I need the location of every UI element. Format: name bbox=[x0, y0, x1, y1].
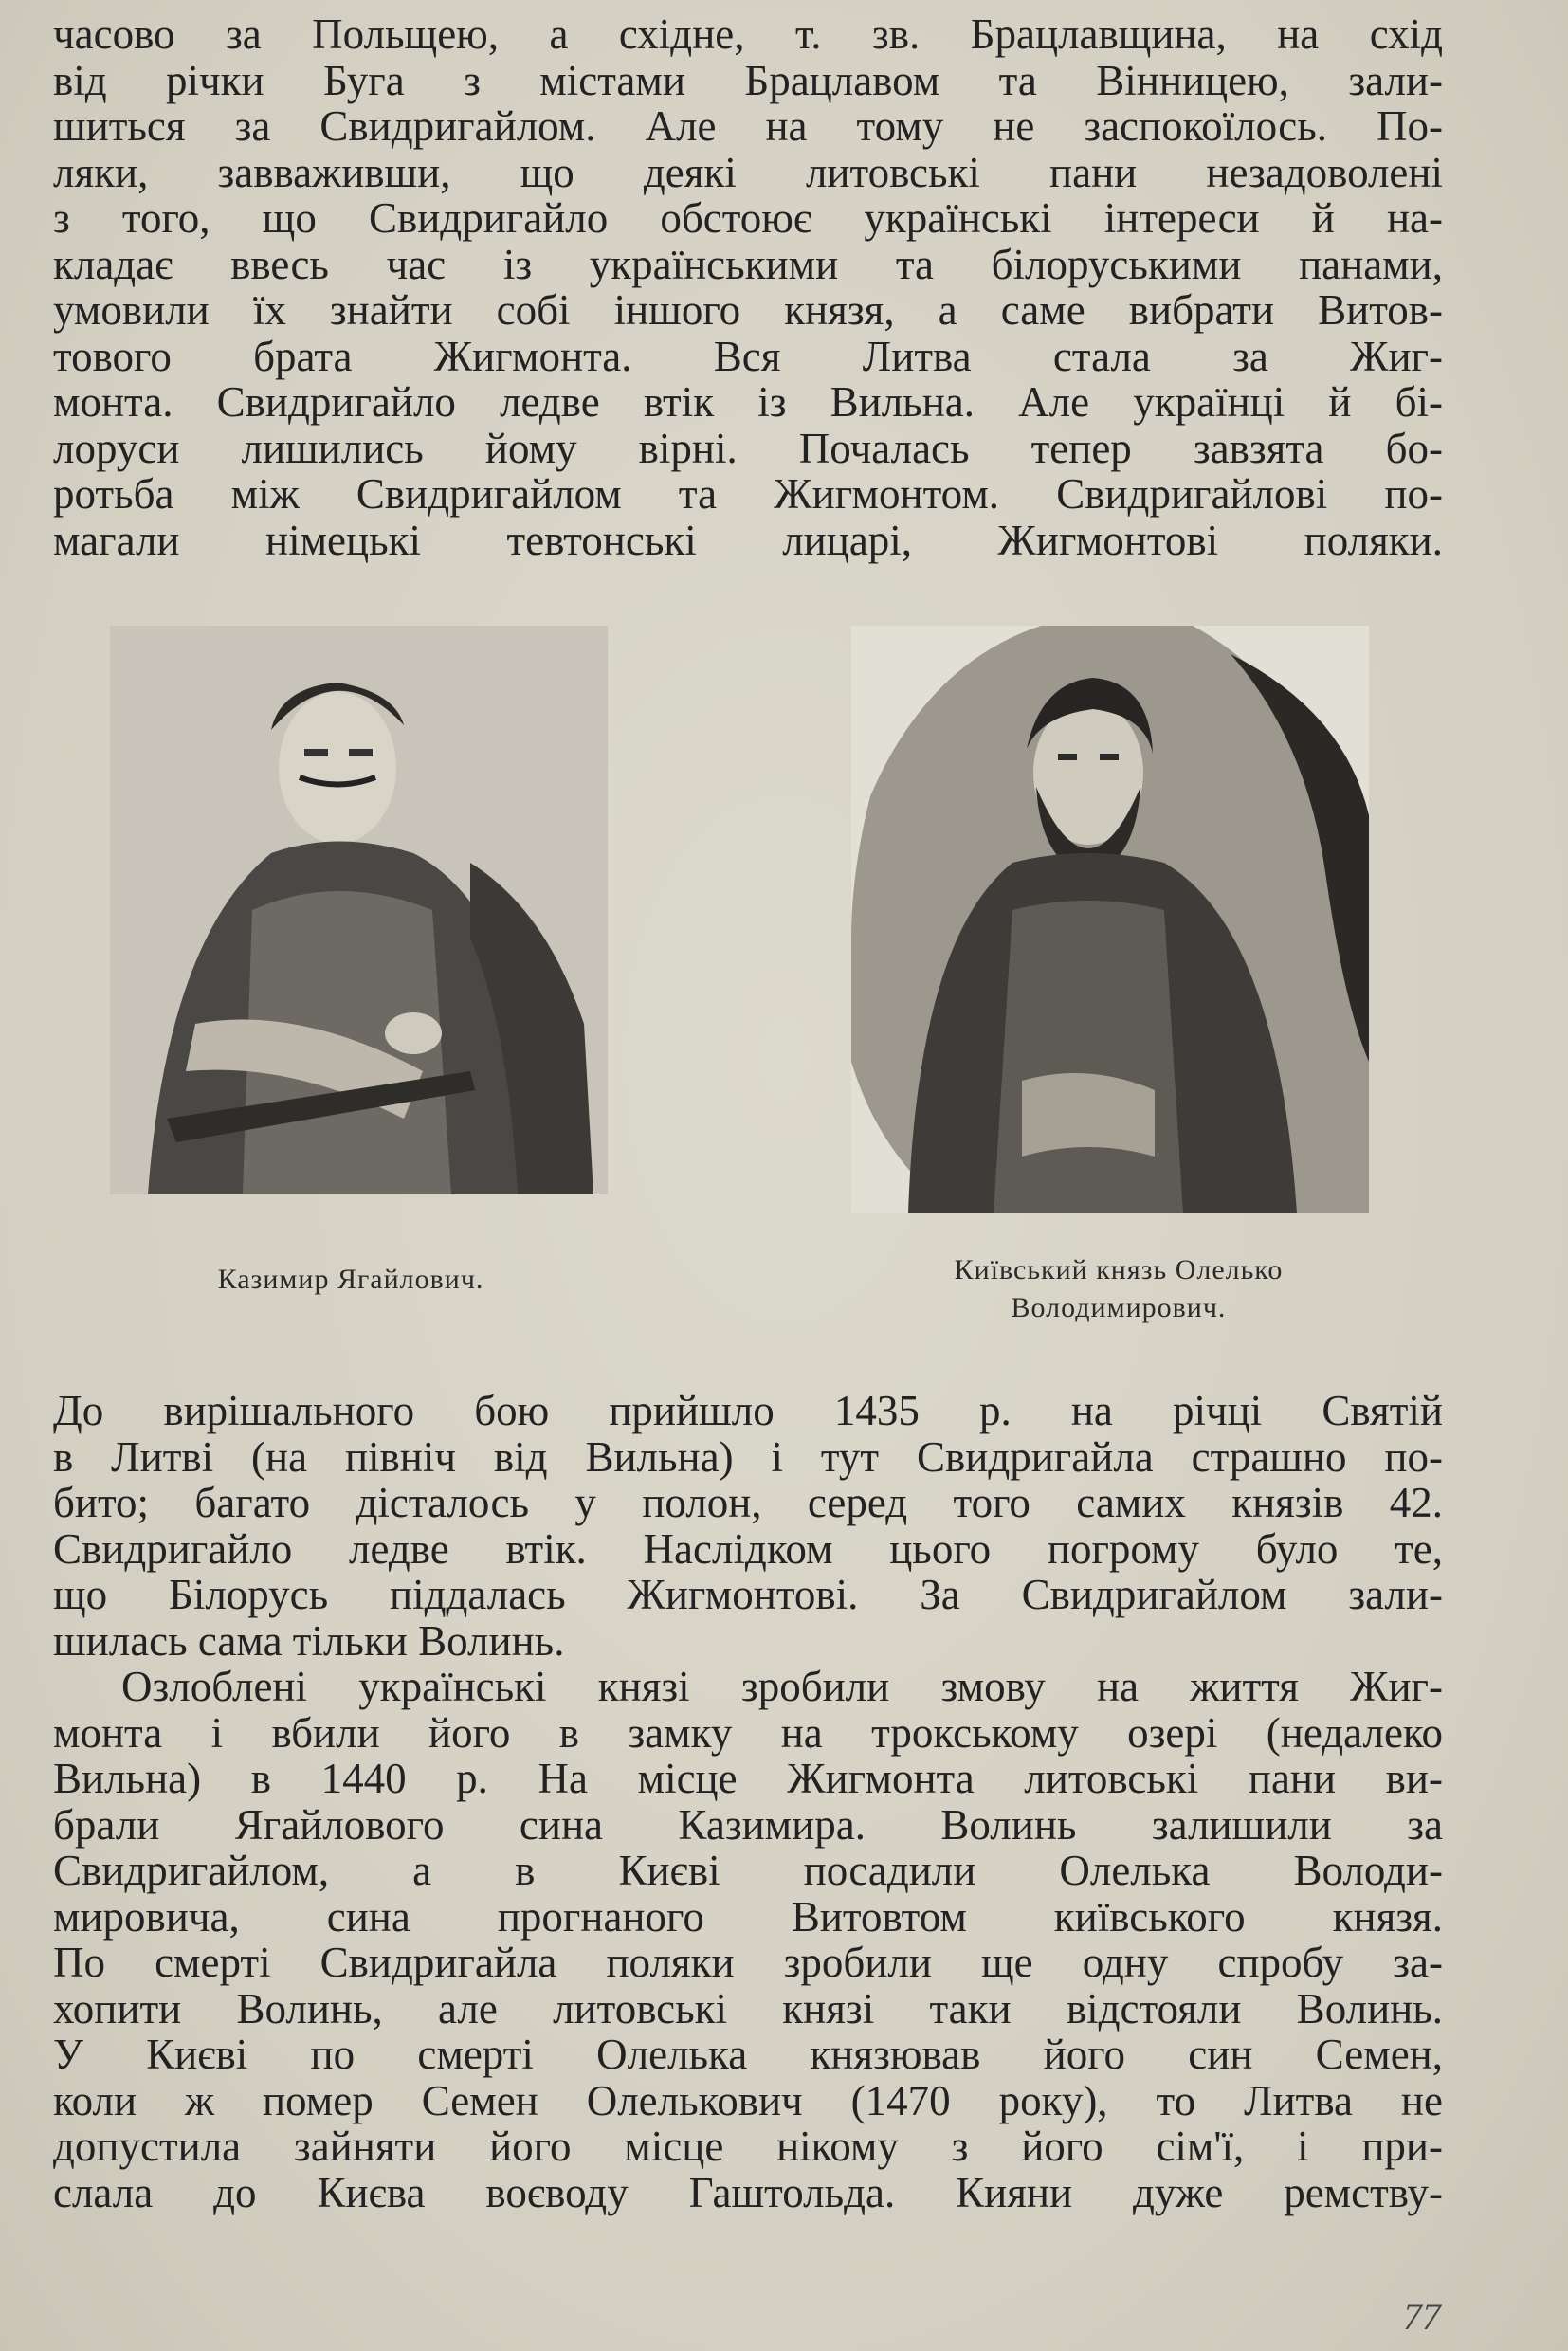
text-line: шиться за Свидригайлом. Але на тому не заспокоїлось. По- bbox=[53, 102, 1443, 150]
bottom-paragraphs bbox=[53, 1388, 1443, 2215]
top-paragraph bbox=[53, 11, 1443, 563]
text-line: часово за Польщею, а східне, т. зв. Брацлавщина, на схід bbox=[53, 10, 1443, 58]
text-line: від річки Буга з містами Брацлавом та Вінницею, зали- bbox=[53, 56, 1443, 104]
paragraph-conspiracy bbox=[53, 1664, 1443, 2215]
text-line: ротьба між Свидригайлом та Жигмонтом. Свидригайлові по- bbox=[53, 470, 1443, 518]
text-line: коли ж помер Семен Олелькович (1470 року), то Литва не bbox=[53, 2076, 1443, 2124]
text-line: брали Ягайлового сина Казимира. Волинь залишили за bbox=[53, 1800, 1443, 1849]
text-line: ляки, завваживши, що деякі литовські пани незадоволені bbox=[53, 148, 1443, 196]
text-line: Озлоблені українські князі зробили змову на життя Жиг- bbox=[121, 1663, 1443, 1710]
text-line: з того, що Свидригайло обстоює українські інтереси й на- bbox=[53, 194, 1443, 242]
text-line: в Литві (на північ від Вильна) і тут Свидригайла страшно по- bbox=[53, 1432, 1443, 1481]
caption-olelko bbox=[834, 1251, 1403, 1327]
text-line: Свидригайлом, а в Києві посадили Олелька Володи- bbox=[53, 1847, 1443, 1894]
text-line: тового брата Жигмонта. Вся Литва стала за Жиг- bbox=[53, 332, 1443, 380]
text-line: допустила зайняти його місце нікому з його сім'ї, і при- bbox=[53, 2123, 1443, 2170]
text-line: Свидригайло ледве втік. Наслідком цього погрому було те, bbox=[53, 1524, 1443, 1573]
text-line: Вильна) в 1440 р. На місце Жигмонта литовські пани ви- bbox=[53, 1755, 1443, 1802]
caption-line: Київський князь Олелько bbox=[954, 1254, 1284, 1285]
paragraph-battle bbox=[53, 1388, 1443, 1664]
portrait-kazimir-figure bbox=[110, 626, 608, 1194]
portrait-olelko-figure bbox=[851, 626, 1369, 1213]
text-line: монта і вбили його в замку на трокському озері (недалеко bbox=[53, 1708, 1443, 1757]
text-line: слала до Києва воєводу Гаштольда. Кияни дуже ремству- bbox=[53, 2168, 1443, 2216]
text-line: кладає ввесь час із українськими та білоруськими панами, bbox=[53, 240, 1443, 288]
text-line: У Києві по смерті Олелька князював його син Семен, bbox=[53, 2031, 1443, 2078]
text-line: шилась сама тільки Волинь. bbox=[53, 1616, 565, 1665]
text-line: умовили їх знайти собі іншого князя, а саме вибрати Витов- bbox=[53, 286, 1443, 334]
text-line: До вирішального бою прийшло 1435 р. на річці Святій bbox=[53, 1387, 1443, 1434]
page-number: 77 bbox=[1403, 2295, 1441, 2338]
text-line: лоруси лишились йому вірні. Почалась тепер завзята бо- bbox=[53, 424, 1443, 472]
portrait-olelko-image bbox=[851, 626, 1369, 1213]
text-line: бито; багато дісталось у полон, серед того самих князів 42. bbox=[53, 1479, 1443, 1526]
caption-line: Володимирович. bbox=[1011, 1292, 1227, 1323]
text-line: що Білорусь піддалась Жигмонтові. За Свидригайлом зали- bbox=[53, 1571, 1443, 1618]
text-line: хопити Волинь, але литовські князі таки відстояли Волинь. bbox=[53, 1984, 1443, 2032]
text-line: мировича, сина прогнаного Витовтом київського князя. bbox=[53, 1892, 1443, 1941]
portrait-kazimir-image bbox=[110, 626, 608, 1194]
text-line: магали німецькі тевтонські лицарі, Жигмонтові поляки. bbox=[53, 516, 1443, 564]
text-line: монта. Свидригайло ледве втік із Вильна. Але українці й бі- bbox=[53, 378, 1443, 426]
caption-kazimir: Казимир Ягайлович. bbox=[217, 1264, 484, 1295]
text-line: По смерті Свидригайла поляки зробили ще одну спробу за- bbox=[53, 1939, 1443, 1986]
